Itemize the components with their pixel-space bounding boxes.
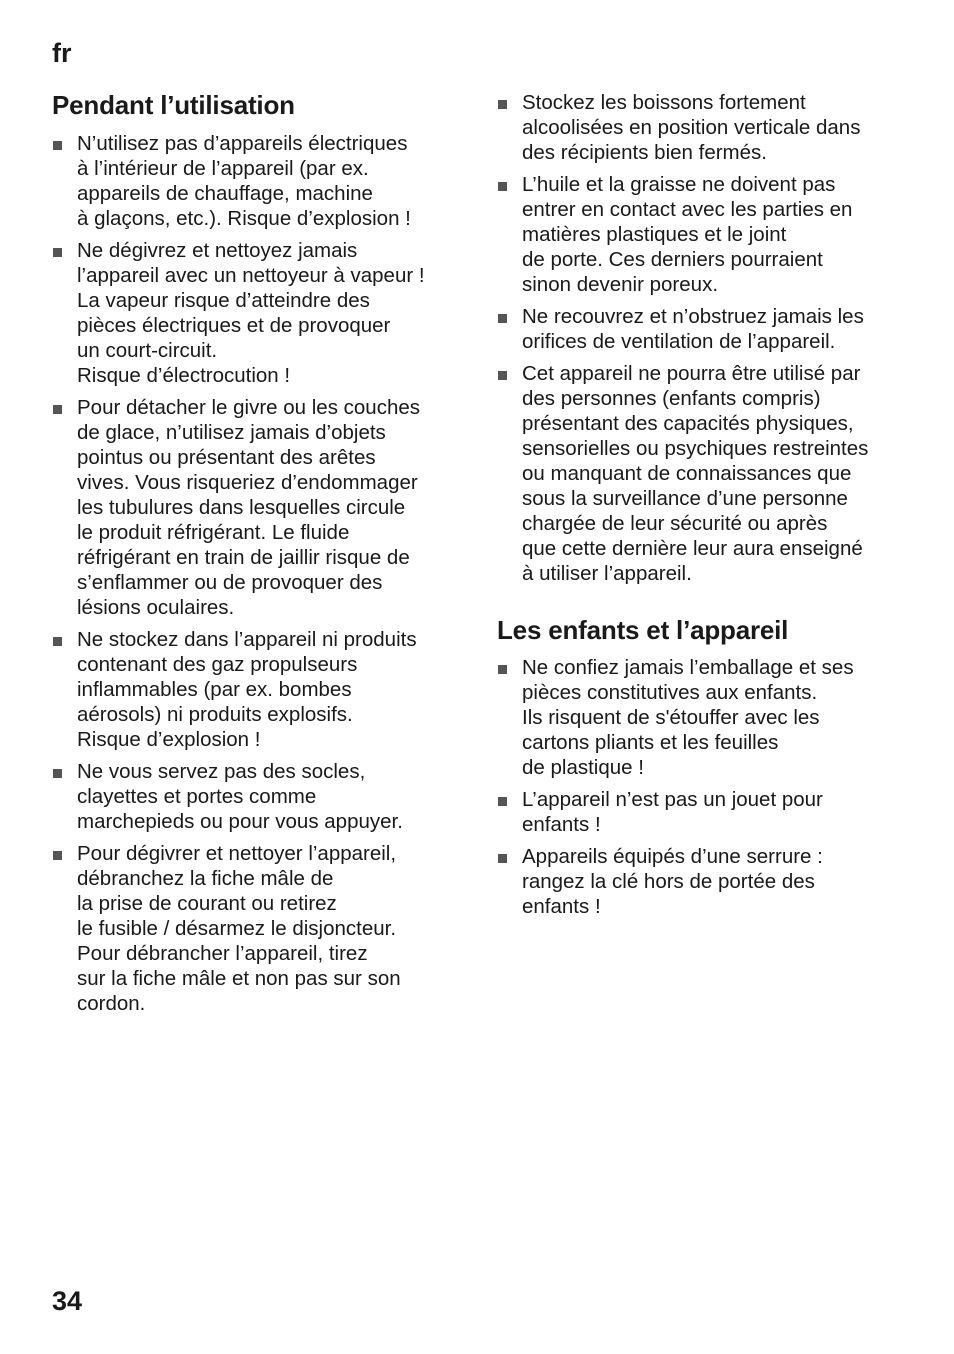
list-item bbox=[52, 395, 462, 620]
list-item bbox=[497, 304, 907, 354]
square-bullet-icon bbox=[53, 248, 62, 257]
list-item-text: Ne confiez jamais l’emballage et ses pièces constitutives aux enfants. Ils risquent de s'étouffer avec les cartons pliants et les feuilles de plastique ! bbox=[522, 656, 854, 779]
left-column bbox=[52, 88, 462, 1023]
list-item-text: Ne stockez dans l’appareil ni produits contenant des gaz propulseurs inflammables (par ex. bombes aérosols) ni produits explosifs. Risque d’explosion ! bbox=[77, 628, 417, 751]
square-bullet-icon bbox=[53, 405, 62, 414]
list-item-text: L’appareil n’est pas un jouet pour enfants ! bbox=[522, 788, 823, 836]
right-column bbox=[497, 90, 907, 926]
list-item-text: Pour dégivrer et nettoyer l’appareil, débranchez la fiche mâle de la prise de courant ou retirez le fusible / désarmez le disjoncteur. Pour débrancher l’appareil, tirez sur la fiche mâle et non pas sur son cordon. bbox=[77, 842, 401, 1015]
square-bullet-icon bbox=[53, 851, 62, 860]
square-bullet-icon bbox=[498, 314, 507, 323]
list-item-text: Cet appareil ne pourra être utilisé par des personnes (enfants compris) présentant des capacités physiques, sensorielles ou psychiques restreintes ou manquant de connaissances que sous la surveillance d’une personne chargée de leur sécurité ou après que cette dernière leur aura enseigné à utiliser l’appareil. bbox=[522, 362, 869, 585]
page-number: 34 bbox=[52, 1286, 83, 1316]
list-item bbox=[52, 131, 462, 231]
list-item bbox=[497, 90, 907, 165]
list-item bbox=[52, 759, 462, 834]
square-bullet-icon bbox=[498, 797, 507, 806]
list-item bbox=[497, 361, 907, 586]
list-item bbox=[52, 841, 462, 1016]
language-tag: fr bbox=[52, 38, 72, 68]
list-item-text: Ne dégivrez et nettoyez jamais l’appareil avec un nettoyeur à vapeur ! La vapeur risque d’atteindre des pièces électriques et de provoquer un court-circuit. Risque d’électrocution ! bbox=[77, 239, 425, 387]
list-item bbox=[497, 655, 907, 780]
list-item bbox=[497, 844, 907, 919]
list-item-text: Appareils équipés d’une serrure : rangez la clé hors de portée des enfants ! bbox=[522, 845, 823, 918]
list-item-text: L’huile et la graisse ne doivent pas entrer en contact avec les parties en matières plastiques et le joint de porte. Ces derniers pourraient sinon devenir poreux. bbox=[522, 173, 853, 296]
safety-list-continued bbox=[497, 90, 907, 586]
safety-list-during-use bbox=[52, 131, 462, 1016]
list-item-text: Ne recouvrez et n’obstruez jamais les orifices de ventilation de l’appareil. bbox=[522, 305, 864, 353]
square-bullet-icon bbox=[498, 100, 507, 109]
list-item bbox=[52, 627, 462, 752]
list-item-text: Ne vous servez pas des socles, clayettes et portes comme marchepieds ou pour vous appuyer. bbox=[77, 760, 403, 833]
square-bullet-icon bbox=[53, 141, 62, 150]
section-title-during-use: Pendant l’utilisation bbox=[52, 90, 295, 120]
square-bullet-icon bbox=[498, 182, 507, 191]
list-item-text: Stockez les boissons fortement alcoolisées en position verticale dans des récipients bien fermés. bbox=[522, 91, 861, 164]
list-item bbox=[52, 238, 462, 388]
list-item-text: Pour détacher le givre ou les couches de glace, n’utilisez jamais d’objets pointus ou présentant des arêtes vives. Vous risqueriez d’endommager les tubulures dans lesquelles circule le produit réfrigérant. Le fluide réfrigérant en train de jaillir risque de s’enflammer ou de provoquer des lésions oculaires. bbox=[77, 396, 421, 619]
square-bullet-icon bbox=[498, 854, 507, 863]
safety-list-children bbox=[497, 655, 907, 919]
square-bullet-icon bbox=[53, 769, 62, 778]
list-item-text: N’utilisez pas d’appareils électriques à l’intérieur de l’appareil (par ex. appareils de chauffage, machine à glaçons, etc.). Risque d’explosion ! bbox=[77, 132, 411, 230]
list-item bbox=[497, 172, 907, 297]
square-bullet-icon bbox=[498, 665, 507, 674]
square-bullet-icon bbox=[53, 637, 62, 646]
square-bullet-icon bbox=[498, 371, 507, 380]
section-title-children: Les enfants et l’appareil bbox=[497, 615, 789, 645]
list-item bbox=[497, 787, 907, 837]
